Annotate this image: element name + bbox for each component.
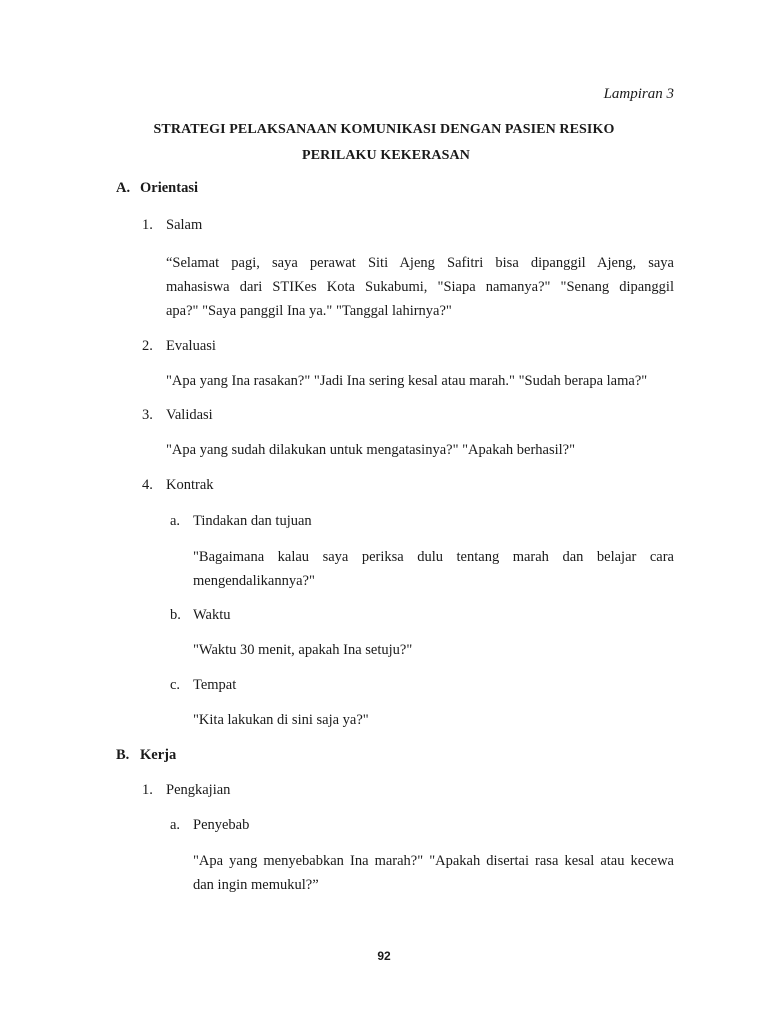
sub-penyebab-label: Penyebab [193, 817, 250, 833]
evaluasi-text: "Apa yang Ina rasakan?" "Jadi Ina sering kesal atau marah." "Sudah berapa lama?" [166, 373, 648, 389]
sub-b-letter: b. [170, 607, 181, 623]
document-title-line-2: PERILAKU KEKERASAN [302, 148, 470, 163]
sub-waktu-label: Waktu [193, 607, 231, 623]
section-a-heading: Orientasi [140, 180, 198, 196]
validasi-text: "Apa yang sudah dilakukan untuk mengatasinya?" "Apakah berhasil?" [166, 442, 576, 458]
waktu-text: "Waktu 30 menit, apakah Ina setuju?" [193, 642, 413, 658]
salam-paragraph-line-3: apa?" "Saya panggil Ina ya." "Tanggal lahirnya?" [166, 303, 452, 319]
sub-b1a-letter: a. [170, 817, 181, 833]
tindakan-text-line-1: "Bagaimana kalau saya periksa dulu tentang marah dan belajar cara [193, 549, 674, 565]
item-4-number: 4. [142, 477, 153, 493]
page-number: 92 [377, 949, 391, 963]
tindakan-text-line-2: mengendalikannya?" [193, 573, 315, 589]
salam-paragraph-line-2: mahasiswa dari STIKes Kota Sukabumi, "Siapa namanya?" "Senang dipanggil [166, 279, 674, 295]
sub-a-letter: a. [170, 513, 181, 529]
section-a-marker: A. [116, 180, 131, 196]
salam-paragraph-line-1: “Selamat pagi, saya perawat Siti Ajeng Safitri bisa dipanggil Ajeng, saya [166, 255, 674, 271]
sub-tempat-label: Tempat [193, 677, 237, 693]
item-kontrak-label: Kontrak [166, 477, 214, 493]
section-b-heading: Kerja [140, 747, 177, 763]
item-evaluasi-label: Evaluasi [166, 338, 216, 354]
penyebab-text-line-1: "Apa yang menyebabkan Ina marah?" "Apakah disertai rasa kesal atau kecewa [193, 853, 674, 869]
item-pengkajian-label: Pengkajian [166, 782, 231, 798]
item-validasi-label: Validasi [166, 407, 213, 423]
lampiran-label: Lampiran 3 [603, 86, 674, 102]
sub-tindakan-label: Tindakan dan tujuan [193, 513, 312, 529]
item-1-number: 1. [142, 217, 153, 233]
item-salam-label: Salam [166, 217, 203, 233]
item-3-number: 3. [142, 407, 153, 423]
item-b1-number: 1. [142, 782, 153, 798]
item-2-number: 2. [142, 338, 153, 354]
sub-c-letter: c. [170, 677, 181, 693]
tempat-text: "Kita lakukan di sini saja ya?" [193, 712, 369, 728]
penyebab-text-line-2: dan ingin memukul?” [193, 877, 319, 893]
section-b-marker: B. [116, 747, 130, 763]
document-title-line-1: STRATEGI PELAKSANAAN KOMUNIKASI DENGAN PASIEN RESIKO [153, 122, 615, 137]
